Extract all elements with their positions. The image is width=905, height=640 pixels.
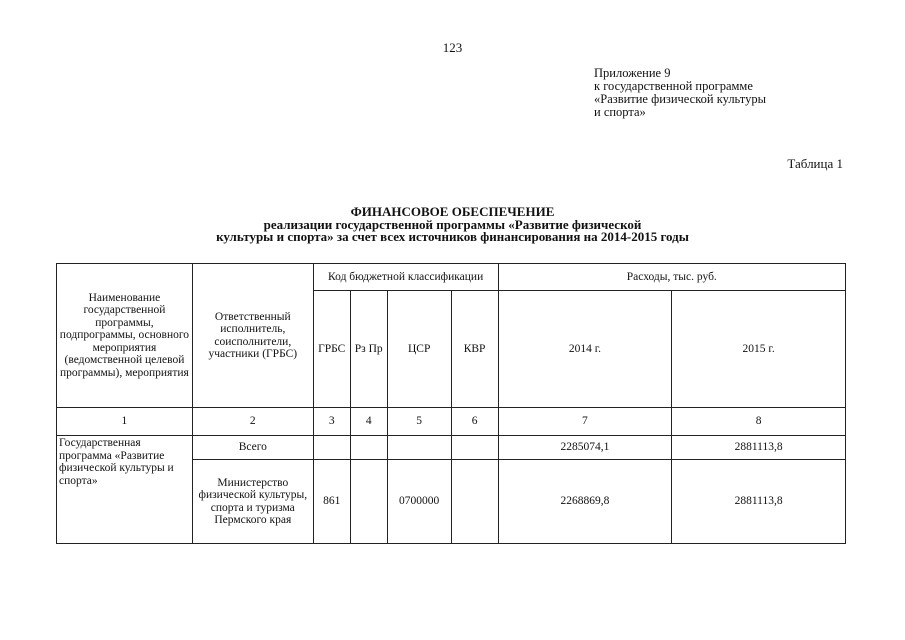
column-number: 6	[451, 408, 498, 436]
executor-cell: Министерство физической культуры, спорта и туризма Пермского края	[192, 460, 313, 544]
financing-table	[56, 263, 846, 544]
header-executor: Ответственный исполнитель, соисполнители, участники (ГРБС)	[192, 264, 313, 408]
appendix-line: «Развитие физической культуры	[594, 92, 766, 106]
document-title	[0, 206, 905, 244]
csr-cell: 0700000	[387, 460, 451, 544]
grbs-cell: 861	[313, 460, 350, 544]
header-name: Наименование государственной программы, подпрограммы, основного мероприятия (ведомственной целевой программы), мероприятия	[57, 264, 193, 408]
header-csr: ЦСР	[387, 291, 451, 408]
header-2014: 2014 г.	[498, 291, 672, 408]
header-row	[57, 264, 846, 291]
column-number: 7	[498, 408, 672, 436]
column-number: 3	[313, 408, 350, 436]
header-2015: 2015 г.	[672, 291, 846, 408]
kvr-cell	[451, 436, 498, 460]
appendix-line: к государственной программе	[594, 79, 753, 93]
column-number: 8	[672, 408, 846, 436]
amount-2014-cell: 2285074,1	[498, 436, 672, 460]
kvr-cell	[451, 460, 498, 544]
column-number-row	[57, 408, 846, 436]
amount-2015-cell: 2881113,8	[672, 436, 846, 460]
title-line: культуры и спорта» за счет всех источников финансирования на 2014-2015 годы	[216, 229, 689, 244]
table-row	[57, 436, 846, 460]
title-line: реализации государственной программы «Развитие физической	[263, 216, 642, 232]
table-label: Таблица 1	[787, 156, 843, 171]
header-rzpr: Рз Пр	[350, 291, 387, 408]
header-budget-code: Код бюджетной классификации	[313, 264, 498, 291]
grbs-cell	[313, 436, 350, 460]
header-grbs: ГРБС	[313, 291, 350, 408]
column-number: 2	[192, 408, 313, 436]
column-number: 5	[387, 408, 451, 436]
page-number: 123	[442, 40, 463, 55]
rzpr-cell	[350, 436, 387, 460]
column-number: 1	[57, 408, 193, 436]
appendix-line: и спорта»	[594, 105, 646, 119]
header-kvr: КВР	[451, 291, 498, 408]
appendix-note	[594, 67, 766, 119]
amount-2015-cell: 2881113,8	[672, 460, 846, 544]
column-number: 4	[350, 408, 387, 436]
executor-cell: Всего	[192, 436, 313, 460]
csr-cell	[387, 436, 451, 460]
program-name-cell: Государственная программа «Развитие физической культуры и спорта»	[57, 436, 193, 544]
rzpr-cell	[350, 460, 387, 544]
header-expenses: Расходы, тыс. руб.	[498, 264, 845, 291]
appendix-line: Приложение 9	[594, 66, 671, 80]
amount-2014-cell: 2268869,8	[498, 460, 672, 544]
title-line: ФИНАНСОВОЕ ОБЕСПЕЧЕНИЕ	[350, 204, 555, 219]
